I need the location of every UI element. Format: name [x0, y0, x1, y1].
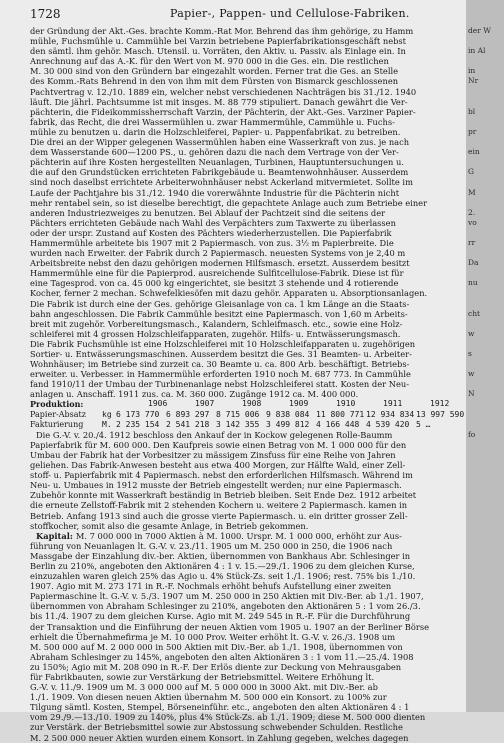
text-line: stoff- u. Papierfabrik mit 4 Papiermasch. nebst den erforderlichen Hilfsmasch. Während im	[30, 470, 413, 481]
text-line: die auf den Grundstücken errichteten Fabrikgebäude u. Beamtenwohnhäuser. Ausserdem	[30, 167, 409, 178]
kapital-text: 1907. Agio mit M. 273 171 in R.-F. Nochmals erhöht behufs Aufstellung einer zweiten	[30, 581, 392, 592]
kapital-text: erhielt die Übernahmefirma je M. 10 000 Prov. Weiter erhöht lt. G.-V. v. 26./3. 1908 um	[30, 631, 396, 642]
text-line	[30, 632, 466, 642]
adjacent-page-line	[466, 56, 504, 66]
text-line	[30, 541, 466, 551]
adjacent-page-line: Nr	[468, 76, 479, 86]
text-line: Sortier- u. Entwässerungsmaschinen. Ausserdem besitzt die Ges. 31 Beamten- u. Arbeiter-	[30, 349, 412, 359]
production-value: 4 539 420	[366, 419, 410, 429]
text-line: bahn angeschlossen. Die Fabrik Cammühle besitzt eine Papiermasch. von 1,60 m Arbeits-	[30, 308, 408, 319]
text-line: sind noch daselbst errichtete Arbeiterwohnhäuser nebst Ackerland mitvermietet. Sollte im	[30, 177, 413, 188]
text-line: anlagen u. Anschaff. 1911 zus. ca. M. 360 000. Zugänge 1912 ca. M. 400 000.	[30, 389, 359, 400]
kapital-text: zur Verstärk. der Betriebsmittel sowie zur Abstossung schwebender Schulden. Restliche	[30, 722, 403, 733]
adjacent-page-line	[466, 137, 504, 147]
text-line: Die drei an der Wipper gelegenen Wassermühlen haben eine Wasserkraft von zus. je nach	[30, 137, 410, 148]
page-number: 1728	[30, 7, 61, 21]
text-line: stoffkocher, somit also die gesamte Anlage, in Betrieb gekommen.	[30, 520, 309, 531]
production-value: 6 173 770	[116, 409, 160, 419]
kapital-text: führung von Neuanlagen lt. G.-V. v. 23./11. 1905 um M. 250 000 in 250, die 1906 nach	[30, 540, 393, 551]
adjacent-page-line	[466, 359, 504, 369]
kapital-text: Berlin zu 210%, angeboten den Aktionären 4 : 1 v. 15.—29./1. 1906 zu dem gleichen Kurse,	[30, 560, 415, 571]
text-line: Pächters errichteten Gebäude nach Wahl des Verpächters zum Taxwerte zu überlassen	[30, 217, 396, 228]
production-row-label: Fakturierung	[30, 419, 84, 429]
kapital-text: M. 7 000 000 in 7000 Aktien à M. 1000. Urspr. M. 1 000 000, erhöht zur Aus-	[75, 530, 402, 541]
production-year: 1907	[195, 399, 215, 409]
production-year-row	[30, 399, 466, 409]
text-line: M. 30 000 sind von den Gründern bar eingezahlt worden. Ferner trat die Ges. an Stelle	[30, 66, 399, 77]
adjacent-page-line: ein	[468, 147, 480, 157]
production-value: 3 499 812	[266, 419, 310, 429]
adjacent-page-line: der W	[468, 26, 491, 35]
adjacent-page-line	[466, 268, 504, 278]
text-line: Arbeitsbreite nebst den dazu gehörigen modernen Hilfsmasch. ersetzt. Ausserdem besitzt	[30, 258, 410, 269]
body-text	[30, 26, 466, 743]
text-line: Die Fabrik Fuchsmühle ist eine Holzschleiferei mit 10 Holzschleifapparaten u. zugehörigen	[30, 338, 416, 349]
adjacent-page-line	[466, 460, 504, 470]
text-line	[30, 622, 466, 632]
text-line	[30, 642, 466, 652]
adjacent-page-edge	[466, 0, 504, 712]
text-line: Die G.-V. v. 20./4. 1912 beschloss den Ankauf der in Kockow gelegenen Rolle-Baumm	[36, 429, 393, 440]
adjacent-page-line	[466, 288, 504, 298]
kapital-text: Abraham Schlesinger zu 145%, angeboten den alten Aktionären 3 : 1 vom 11.—25./4. 1908	[30, 651, 414, 662]
text-line	[30, 551, 466, 561]
text-line: Die Fabrik ist durch eine der Ges. gehörige Gleisanlage von ca. 1 km Länge an die Staats-	[30, 298, 410, 309]
kapital-text: übernommen von Abraham Schlesinger zu 210%, angeboten den Aktionären 5 : 1 vom 26./3.	[30, 601, 421, 612]
production-value: 13 997 590	[416, 409, 465, 419]
production-row-unit: kg	[102, 409, 112, 419]
adjacent-page-line: in Al	[468, 46, 486, 56]
kapital-text: vom 29./9.—13./10. 1909 zu 140%, plus 4% Stück-Zs. ab 1./1. 1909; diese M. 500 000 dienten	[30, 712, 426, 723]
adjacent-page-line	[466, 319, 504, 329]
text-line	[30, 531, 466, 541]
adjacent-page-line	[466, 87, 504, 97]
production-year: 1912	[430, 399, 450, 409]
text-line	[30, 601, 466, 611]
adjacent-page-line	[466, 157, 504, 167]
kapital-text: Papiermaschine lt. G.-V. v. 5./3. 1907 um M. 250 000 in 250 Aktien mit Div.-Ber. ab 1./1. 1907,	[30, 591, 424, 602]
adjacent-page-line: 2.	[468, 207, 476, 217]
adjacent-page-line	[466, 379, 504, 389]
adjacent-page-line	[466, 177, 504, 187]
production-row-unit: M.	[102, 419, 112, 429]
adjacent-page-line: M	[468, 187, 476, 197]
text-line: fand 1910/11 der Umbau der Turbinenanlage nebst Holzschleiferei statt. Kosten der Neu-	[30, 379, 410, 390]
adjacent-page-line: s	[468, 349, 472, 358]
production-value: 12 934 834	[366, 409, 415, 419]
production-value: 3 142 355	[216, 419, 260, 429]
text-line	[30, 611, 466, 621]
kapital-text: M. 500 000 auf M. 2 000 000 in 500 Aktien mit Div.-Ber. ab 1./1. 1908, übernommen von	[30, 641, 403, 652]
text-line	[30, 733, 466, 743]
adjacent-page-line	[466, 299, 504, 309]
adjacent-page-line	[466, 36, 504, 46]
adjacent-page-line	[466, 470, 504, 480]
adjacent-page-line: Da	[468, 258, 479, 268]
production-row	[30, 420, 466, 430]
production-row-label: Papier-Absatz	[30, 409, 86, 419]
production-value: 11 800 771	[316, 409, 365, 419]
page-header	[30, 6, 460, 22]
text-line	[30, 581, 466, 591]
adjacent-page-line: N	[468, 389, 475, 399]
text-line	[30, 692, 466, 702]
text-line: mehr rentabel sein, so ist dieselbe berechtigt, die gepachtete Anlage auch zum Betriebe einer	[30, 197, 428, 208]
text-line	[30, 652, 466, 662]
text-line: breit mit zugehör. Vorbereitungsmasch., Kalandern, Schleifmasch. etc., sowie eine Holz-	[30, 318, 403, 329]
text-line: dem Wasserstande 600—1200 PS., u. gehören dazu die nach dem Vertrage von der Ver-	[30, 147, 399, 158]
adjacent-page-line	[466, 440, 504, 450]
text-line	[30, 571, 466, 581]
adjacent-page-line	[466, 399, 504, 409]
text-line: geliehen. Das Fabrik-Anwesen besteht aus etwa 400 Morgen, zur Hälfte Wald, einer Zell-	[30, 460, 406, 471]
kapital-text: 1./1. 1909. Von diesen neuen Aktien übernahm M. 500 000 ein Konsort. zu 100% zur	[30, 692, 387, 703]
production-value: 2 541 218	[166, 419, 210, 429]
production-value: 8 715 006	[216, 409, 260, 419]
production-value: 5 …	[416, 419, 431, 429]
text-line: Neu- u. Umbaues in 1912 musste der Betrieb eingestellt werden; nur eine Papiermasch.	[30, 480, 402, 491]
production-year: 1909	[289, 399, 309, 409]
kapital-label: Kapital:	[36, 530, 76, 541]
adjacent-page-line: bl	[468, 106, 476, 116]
running-head: Papier-, Pappen- und Cellulose-Fabriken.	[170, 7, 410, 20]
production-label: Produktion:	[30, 399, 84, 410]
adjacent-page-line: fo	[468, 429, 476, 439]
adjacent-page-line: pr	[468, 126, 477, 136]
text-line: läuft. Die jährl. Pachtsumme ist mit insges. M. 88 779 stipuliert. Danach gewährt die Ver-	[30, 96, 408, 107]
adjacent-page-line: in	[468, 66, 476, 76]
text-line: mühle, Fuchsmühle u. Cammühle bei Varzin betriebene Papierfabrikationsgeschäft nebst	[30, 36, 407, 47]
production-value: 9 838 084	[266, 409, 310, 419]
kapital-text: G.-V. v. 11./9. 1909 um M. 3 000 000 auf M. 5 000 000 in 3000 Akt. mit Div.-Ber. ab	[30, 682, 378, 693]
adjacent-page-line	[466, 248, 504, 258]
text-line: mühle zu benutzen u. darin die Holzschleiferei, Papier- u. Pappenfabrikat. zu betreiben.	[30, 126, 401, 137]
text-line: den sämtl. ihm gehör. Masch. Utensil. u. Vorräten, den Aktiv. u. Passiv. als Einlage ein. In	[30, 46, 406, 57]
text-line	[30, 682, 466, 692]
text-line: Betrieb. Anfang 1913 sind auch die grosse vierte Papiermasch. u. ein dritter grosser Zell-	[30, 510, 408, 521]
adjacent-page-line	[466, 97, 504, 107]
text-line: des Komm.-Rats Behrend in den von ihm mit dem Fürsten von Bismarck geschlossenen	[30, 76, 399, 87]
kapital-text: zu 150%; Agio mit M. 208 090 in R.-F. Der Erlös diente zur Deckung von Mehrausgaben	[30, 661, 402, 672]
kapital-text: Tilgung sämtl. Kosten, Stempel, Börseneinführ. etc., angeboten den alten Aktionären 4 : 1	[30, 702, 410, 713]
production-row	[30, 410, 466, 420]
text-line: Kocher, ferner 2 mechan. Schwefelkiesöfen mit dazu gehör. Apparaten u. Absorptionsanlagen.	[30, 288, 428, 299]
production-year: 1906	[148, 399, 168, 409]
kapital-text: einzuzahlen waren gleich 25% das Agio u. 4% Stück-Zs. seit 1./1. 1906; rest. 75% bis 1./10.	[30, 571, 416, 582]
production-year: 1911	[383, 399, 403, 409]
text-line: wurden nach Erweiter. der Fabrik durch 2 Papiermasch. neuesten Systems von je 2,40 m	[30, 248, 406, 259]
text-line: Wohnhäuser; im Betriebe sind zurzeit ca. 30 Beamte u. ca. 800 Arb. beschäftigt. Betriebs-	[30, 359, 410, 370]
text-line	[30, 591, 466, 601]
adjacent-page-line: rr	[468, 237, 476, 247]
kapital-text: der Transaktion und die Einführung der neuen Aktien vom 1905 u. 1907 an der Berliner Börse	[30, 621, 430, 632]
text-line	[30, 722, 466, 732]
text-line: pächterin, die Fideikommissherrschaft Varzin, der Pächterin, der Akt.-Ges. Varziner Papier-	[30, 106, 416, 117]
text-line: oder der urspr. Zustand auf Kosten des Pächters wiederherzustellen. Die Papierfabrik	[30, 227, 392, 238]
text-line: eine Tagesprod. von ca. 45 000 kg eingerichtet, sie besitzt 3 stehende und 4 rotierende	[30, 278, 399, 289]
text-line: die erneute Zellstoff-Fabrik mit 2 stehenden Kochern u. weitere 2 Papiermasch. kamen in	[30, 500, 408, 511]
text-line	[30, 672, 466, 682]
production-value: 4 166 448	[316, 419, 360, 429]
adjacent-page-line	[466, 450, 504, 460]
text-line: Pachtvertrag v. 12./10. 1889 ein, welcher nebst verschiedenen Nachträgen bis 31./12. 1940	[30, 86, 417, 97]
text-line: erweiter. u. Verbesser. in Hammermühle erforderten 1910 noch M. 687 773. In Cammühle	[30, 369, 411, 380]
text-line: pächterin auf ihre Kosten hergestellten Neuanlagen, Turbinen, Hauptuntersuchungen u.	[30, 157, 404, 168]
production-value: 2 235 154	[116, 419, 160, 429]
text-line: Papierfabrik für M. 600 000. Den Kaufpreis sowie einen Betrag von M. 1 000 000 für den	[30, 439, 407, 450]
adjacent-page-line	[466, 339, 504, 349]
adjacent-page-text	[466, 26, 504, 480]
adjacent-page-line	[466, 198, 504, 208]
text-line	[30, 662, 466, 672]
production-year: 1908	[242, 399, 262, 409]
text-line: Anrechnung auf das A.-K. für den Wert von M. 970 000 in die Ges. ein. Die restlichen	[30, 56, 389, 67]
adjacent-page-line: nu	[468, 278, 478, 288]
adjacent-page-line	[466, 410, 504, 420]
text-line: der Gründung der Akt.-Ges. brachte Komm.-Rat Mor. Behrend das ihm gehörige, zu Hamm	[30, 26, 414, 36]
text-line	[30, 712, 466, 722]
text-line: Hammermühle arbeitete bis 1907 mit 2 Papiermasch. von zus. 3½ m Papierbreite. Die	[30, 237, 394, 248]
adjacent-page-line: w	[468, 328, 475, 338]
text-line: Zubehör konnte mit Wasserkraft beständig in Betrieb bleiben. Seit Ende Dez. 1912 arbeitet	[30, 490, 417, 501]
text-line: schleiferei mit 4 grossen Holzschleifapparaten, zugehör. Hilfs- u. Entwässerungsmasch.	[30, 328, 401, 339]
production-year: 1910	[336, 399, 356, 409]
adjacent-page-line: G	[468, 167, 474, 177]
kapital-text: Massgabe der Einzahlung div.-ber. Aktien, übernommen von Bankhaus Abr. Schlesinger in	[30, 550, 411, 561]
text-line: Laufe der Pachtjahre bis 31./12. 1940 die vorerwähnte Industrie für die Pächterin nicht	[30, 187, 400, 198]
text-line	[30, 561, 466, 571]
text-line: fabrik, das Recht, die drei Wassermühlen u. zwar Hammermühle, Cammühle u. Fuchs-	[30, 116, 395, 127]
text-line	[30, 702, 466, 712]
text-line: anderen Industriezweiges zu benutzen. Bei Ablauf der Pachtzeit sind die seitens der	[30, 207, 386, 218]
kapital-text: bis 11./4. 1907 zu dem gleichen Kurse. Agio mit M. 249 545 in R.-F. Für die Durchführung	[30, 611, 411, 622]
adjacent-page-line: cht	[468, 308, 481, 318]
kapital-text: M. 2 500 000 neuer Aktien wurden einem Konsort. in Zahlung gegeben, welches dagegen	[30, 732, 409, 743]
production-value: 6 893 297	[166, 409, 210, 419]
adjacent-page-line	[466, 228, 504, 238]
adjacent-page-line	[466, 117, 504, 127]
adjacent-page-line	[466, 420, 504, 430]
adjacent-page-line: vo	[468, 217, 477, 227]
text-line: Hammermühle eine für die Papierprod. ausreichende Sulfitcellulose-Fabrik. Diese ist für	[30, 268, 404, 279]
kapital-text: für Fabrikbauten, sowie zur Verstärkung der Betriebsmittel. Weitere Erhöhung lt.	[30, 672, 375, 682]
adjacent-page-line: w	[468, 369, 475, 379]
text-line: Umbau der Fabrik hat der Vorbesitzer zu mässigem Zinsfuss für eine Reihe von Jahren	[30, 449, 396, 460]
